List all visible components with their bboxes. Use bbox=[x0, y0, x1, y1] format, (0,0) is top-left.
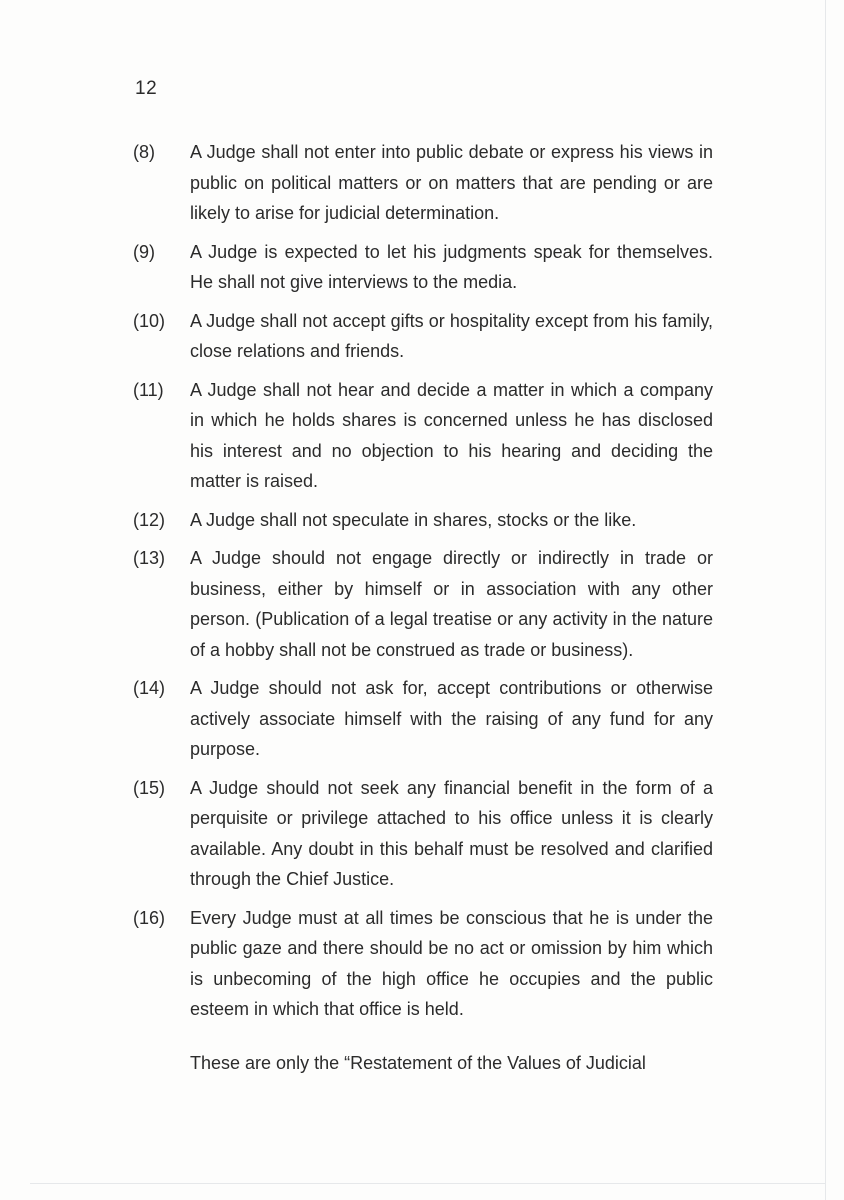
clause-number: (12) bbox=[133, 509, 166, 530]
clause-text: Every Judge must at all times be conscious that he is under the public gaze and there should be no act or omission by him which is unbecoming of the high office he occupies and the public esteem in which that office is held. bbox=[190, 907, 713, 1019]
clause-text: A Judge shall not accept gifts or hospitality except from his family, close relations and friends. bbox=[190, 310, 713, 361]
clause-number: (9) bbox=[133, 241, 155, 262]
clause-11 bbox=[133, 375, 713, 497]
closing-paragraph: These are only the “Restatement of the Values of Judicial bbox=[190, 1053, 646, 1073]
clause-number: (13) bbox=[133, 548, 166, 568]
clause-10 bbox=[133, 306, 713, 367]
clause-list bbox=[133, 137, 713, 1033]
clause-text: A Judge shall not enter into public debate or express his views in public on political matters or on matters that are pending or are likely to arise for judicial determination. bbox=[190, 142, 713, 223]
clause-text: A Judge should not engage directly or indirectly in trade or business, either by himself or in association with any other person. (Publication of a legal treatise or any activity in the nature of a hobby shall not be construed as trade or business). bbox=[190, 548, 713, 660]
clause-9 bbox=[133, 237, 713, 298]
clause-number: (14) bbox=[133, 678, 166, 698]
clause-number: (15) bbox=[133, 777, 166, 798]
page-edge-right bbox=[825, 0, 826, 1200]
clause-13 bbox=[133, 543, 713, 665]
clause-16 bbox=[133, 903, 713, 1025]
clause-number: (8) bbox=[133, 142, 155, 162]
clause-15 bbox=[133, 773, 713, 895]
clause-text: A Judge shall not speculate in shares, stocks or the like. bbox=[190, 509, 637, 530]
clause-number: (11) bbox=[133, 379, 164, 400]
clause-text: A Judge should not seek any financial benefit in the form of a perquisite or privilege attached to his office unless it is clearly available. Any doubt in this behalf must be resolved and clarified through the Chief Justice. bbox=[190, 777, 713, 889]
clause-number: (16) bbox=[133, 907, 166, 928]
clause-text: A Judge shall not hear and decide a matter in which a company in which he holds shares is concerned unless he has disclosed his interest and no objection to his hearing and deciding the matter is raised. bbox=[190, 379, 713, 491]
clause-14 bbox=[133, 673, 713, 765]
clause-8 bbox=[133, 137, 713, 229]
page-edge-bottom bbox=[30, 1183, 826, 1184]
clause-12 bbox=[133, 505, 713, 536]
clause-text: A Judge is expected to let his judgments speak for themselves. He shall not give interviews to the media. bbox=[190, 241, 713, 292]
clause-number: (10) bbox=[133, 310, 166, 331]
page-number: 12 bbox=[135, 78, 158, 99]
clause-text: A Judge should not ask for, accept contributions or otherwise actively associate himself with the raising of any fund for any purpose. bbox=[190, 678, 713, 759]
